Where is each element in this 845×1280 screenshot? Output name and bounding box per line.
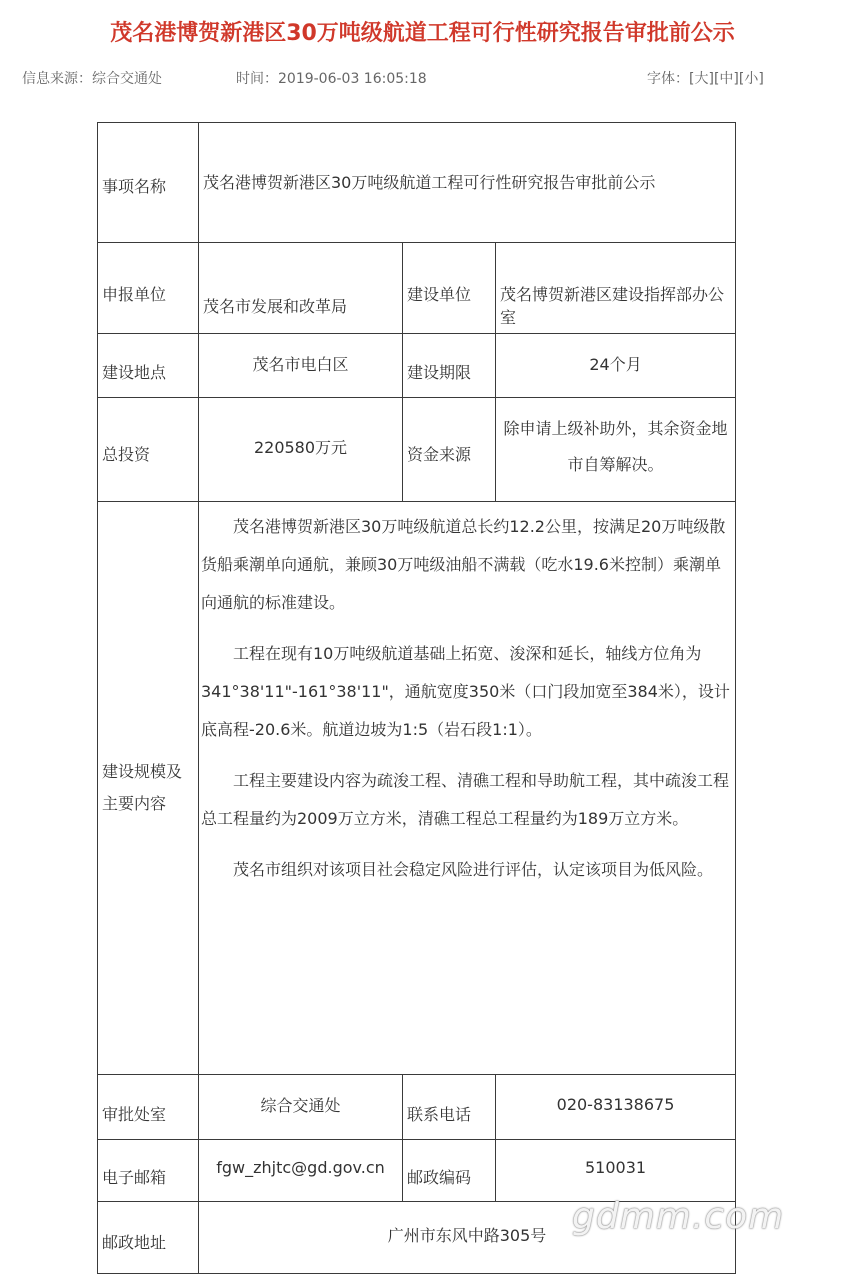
applicant-label: 申报单位 — [98, 243, 199, 334]
info-table — [97, 122, 736, 1274]
phone-value: 020-83138675 — [496, 1075, 736, 1140]
postcode-label: 邮政编码 — [403, 1140, 496, 1202]
location-value: 茂名市电白区 — [199, 334, 403, 398]
investment-value: 220580万元 — [199, 398, 403, 502]
builder-value: 茂名博贺新港区建设指挥部办公室 — [496, 243, 736, 334]
item-name-value: 茂名港博贺新港区30万吨级航道工程可行性研究报告审批前公示 — [199, 123, 736, 243]
row-email — [98, 1140, 736, 1202]
watermark: gdmm.com — [572, 1196, 785, 1237]
row-dept — [98, 1075, 736, 1140]
row-applicant — [98, 243, 736, 334]
applicant-value: 茂名市发展和改革局 — [199, 243, 403, 334]
font-size-medium-button[interactable]: [中] — [713, 71, 739, 87]
row-investment — [98, 398, 736, 502]
row-item-name — [98, 123, 736, 243]
postcode-value: 510031 — [496, 1140, 736, 1202]
font-size-switcher — [647, 68, 764, 88]
funding-label: 资金来源 — [403, 398, 496, 502]
phone-label: 联系电话 — [403, 1075, 496, 1140]
scope-label: 建设规模及主要内容 — [98, 502, 199, 1075]
period-label: 建设期限 — [403, 334, 496, 398]
period-value: 24个月 — [496, 334, 736, 398]
email-label: 电子邮箱 — [98, 1140, 199, 1202]
font-size-label: 字体： — [647, 71, 689, 87]
row-location — [98, 334, 736, 398]
font-size-small-button[interactable]: [小] — [738, 71, 764, 87]
funding-value: 除申请上级补助外，其余资金地市自筹解决。 — [496, 398, 736, 502]
font-size-large-button[interactable]: [大] — [689, 71, 714, 87]
page-title: 茂名港博贺新港区30万吨级航道工程可行性研究报告审批前公示 — [110, 21, 735, 46]
investment-label: 总投资 — [98, 398, 199, 502]
scope-paragraph: 工程在现有10万吨级航道基础上拓宽、浚深和延长，轴线方位角为341°38'11"-161°38'11"，通航宽度350米（口门段加宽至384米），设计底高程-20.6米。航道边坡为1:5（岩石段1:1）。 — [201, 644, 730, 739]
scope-paragraph: 茂名港博贺新港区30万吨级航道总长约12.2公里，按满足20万吨级散货船乘潮单向通航，兼顾30万吨级油船不满载（吃水19.6米控制）乘潮单向通航的标准建设。 — [201, 517, 726, 612]
publish-time: 时间：2019-06-03 16:05:18 — [236, 71, 427, 87]
item-name-label: 事项名称 — [98, 123, 199, 243]
scope-content — [199, 502, 736, 1075]
scope-paragraph: 茂名市组织对该项目社会稳定风险进行评估，认定该项目为低风险。 — [233, 860, 714, 879]
location-label: 建设地点 — [98, 334, 199, 398]
address-label: 邮政地址 — [98, 1202, 199, 1274]
dept-label: 审批处室 — [98, 1075, 199, 1140]
row-scope — [98, 502, 736, 1075]
builder-label: 建设单位 — [403, 243, 496, 334]
scope-paragraph: 工程主要建设内容为疏浚工程、清礁工程和导助航工程，其中疏浚工程总工程量约为2009万立方米，清礁工程总工程量约为189万立方米。 — [201, 771, 730, 828]
info-source: 信息来源：综合交通处 — [22, 71, 162, 87]
dept-value: 综合交通处 — [199, 1075, 403, 1140]
email-value[interactable]: fgw_zhjtc@gd.gov.cn — [199, 1140, 403, 1202]
address-value: 广州市东风中路305号 — [199, 1202, 736, 1274]
